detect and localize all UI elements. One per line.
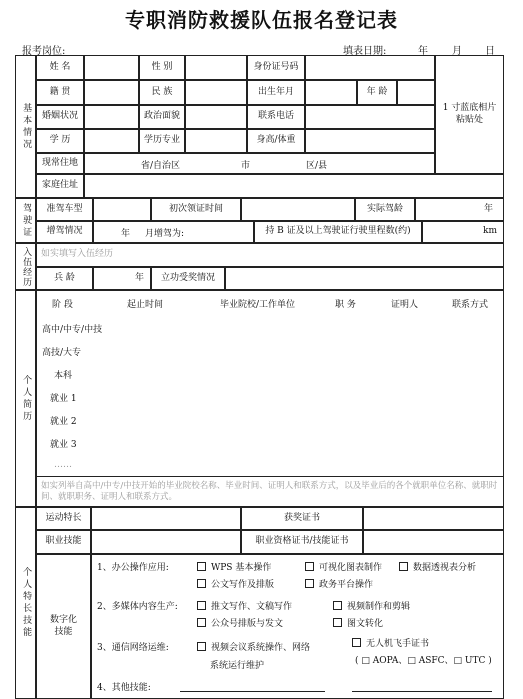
cat1-option-chart-label: 可视化图表制作 <box>319 563 383 573</box>
date-label: 填表日期: <box>343 46 387 57</box>
checkbox-icon <box>197 562 206 571</box>
cat1-option-doc-label: 公文写作及排版 <box>211 580 275 590</box>
cat1-option-doc[interactable] <box>197 577 274 590</box>
section-license: 驾驶证 <box>15 198 36 243</box>
digital-label-text: 数字化技能 <box>49 615 77 637</box>
label-phone: 联系电话 <box>247 105 305 129</box>
label-digital <box>36 554 91 699</box>
cat2-option-convert[interactable] <box>333 616 383 629</box>
label-residence: 现常住地 <box>36 153 84 174</box>
label-gender: 性 别 <box>139 55 185 80</box>
cat1-option-gov-label: 政务平台操作 <box>319 580 374 590</box>
label-service-years: 兵 龄 <box>36 267 93 290</box>
label-ethnicity: 民 族 <box>139 80 185 105</box>
resume-stage-highschool: 高中/中专/中技 <box>42 325 103 335</box>
added-month: 月增驾为: <box>145 229 185 239</box>
cat1-option-wps[interactable] <box>197 560 271 573</box>
field-gender[interactable] <box>185 55 247 80</box>
resume-header-contact: 联系方式 <box>452 300 489 310</box>
section-resume: 个人简历 <box>15 290 36 507</box>
cat2-option-video[interactable] <box>333 599 410 612</box>
cat1-option-pivot[interactable] <box>399 560 476 573</box>
enlist-hint[interactable]: 如实填写入伍经历 <box>36 243 504 267</box>
section-basic: 基本情况 <box>15 55 36 198</box>
form-title: 专职消防救援队伍报名登记表 <box>125 8 398 32</box>
label-added: 增驾情况 <box>36 221 93 243</box>
field-name[interactable] <box>84 55 139 80</box>
cat1-option-gov[interactable] <box>305 577 373 590</box>
label-awards-cert: 获奖证书 <box>241 507 363 530</box>
label-id-no: 身份证号码 <box>247 55 305 80</box>
checkbox-icon <box>333 618 342 627</box>
actual-years-unit: 年 <box>483 203 493 214</box>
label-actual-years: 实际驾龄 <box>355 198 415 221</box>
resume-header-period: 起止时间 <box>127 300 164 310</box>
resume-header-post: 职 务 <box>335 300 356 310</box>
field-residence[interactable] <box>84 153 435 174</box>
date-year: 年 <box>418 46 428 57</box>
field-sports[interactable] <box>91 507 241 530</box>
label-qual-cert: 职业资格证书/技能证书 <box>241 530 363 554</box>
cat3-option-network-cont: 系统运行维护 <box>210 661 265 671</box>
position-label: 报考岗位: <box>22 46 66 57</box>
field-qual-cert[interactable] <box>363 530 504 554</box>
resume-stage-job2: 就业 2 <box>50 417 77 427</box>
cat2-option-writing-label: 推文写作、文稿写作 <box>211 602 293 612</box>
cat3-option-network[interactable] <box>197 640 310 653</box>
cat1-label: 1、办公操作应用: <box>97 563 169 573</box>
field-awards[interactable] <box>225 267 504 290</box>
cat2-label: 2、多媒体内容生产: <box>97 602 178 612</box>
photo-area[interactable] <box>435 55 504 174</box>
checkbox-icon <box>352 638 361 647</box>
cat3-option-drone[interactable] <box>352 636 429 649</box>
cat3-label: 3、通信网络运维: <box>97 643 169 653</box>
resume-box <box>36 290 504 507</box>
cat1-option-pivot-label: 数据透视表分析 <box>413 563 477 573</box>
label-b-mileage: 持 B 证及以上驾驶证行驶里程数(约) <box>254 221 422 243</box>
cat2-option-convert-label: 图文转化 <box>347 619 384 629</box>
field-first-issue[interactable] <box>241 198 355 221</box>
cat2-option-video-label: 视频制作和剪辑 <box>347 602 411 612</box>
label-first-issue: 初次领证时间 <box>151 198 241 221</box>
field-age[interactable] <box>397 80 435 105</box>
cat4-underline-1[interactable] <box>180 691 325 692</box>
label-sports: 运动特长 <box>36 507 91 530</box>
checkbox-icon <box>399 562 408 571</box>
field-license-type[interactable] <box>93 198 151 221</box>
resume-stage-job1: 就业 1 <box>50 394 77 404</box>
field-height-weight[interactable] <box>305 129 435 153</box>
field-id-no[interactable] <box>305 55 435 80</box>
date-month: 月 <box>452 46 462 57</box>
field-political[interactable] <box>185 105 247 129</box>
checkbox-icon <box>197 642 206 651</box>
cat2-option-writing[interactable] <box>197 599 292 612</box>
field-education[interactable] <box>84 129 139 153</box>
resume-stage-job3: 就业 3 <box>50 440 77 450</box>
checkbox-icon <box>333 601 342 610</box>
field-actual-years[interactable] <box>415 198 504 221</box>
field-birth[interactable] <box>305 80 357 105</box>
label-license-type: 准驾车型 <box>36 198 93 221</box>
registration-form <box>15 55 504 699</box>
label-birth: 出生年月 <box>247 80 305 105</box>
field-vocational[interactable] <box>91 530 241 554</box>
field-family[interactable] <box>84 174 504 198</box>
digital-skills-box <box>91 554 504 699</box>
label-height-weight: 身高/体重 <box>247 129 305 153</box>
resume-header-reference: 证明人 <box>391 300 419 310</box>
cat2-option-wechat[interactable] <box>197 616 283 629</box>
section-skills: 个人特长技能 <box>15 507 36 699</box>
cat1-option-wps-label: WPS 基本操作 <box>211 563 272 573</box>
photo-label: 1 寸蓝底相片粘贴处 <box>442 103 497 125</box>
residence-province: 省/自治区 <box>141 161 181 171</box>
added-year: 年 <box>121 229 131 239</box>
field-b-mileage[interactable] <box>422 221 504 243</box>
cat4-label: 4、其他技能: <box>97 683 151 693</box>
label-major: 学历专业 <box>139 129 185 153</box>
cat3-option-network-label: 视频会议系统操作、网络 <box>211 643 311 653</box>
checkbox-icon <box>197 579 206 588</box>
field-service-years[interactable] <box>93 267 151 290</box>
cat3-drone-types[interactable]: ( □ AOPA、□ ASFC、□ UTC ) <box>355 656 492 666</box>
label-family: 家庭住址 <box>36 174 84 198</box>
label-marital: 婚姻状况 <box>36 105 84 129</box>
checkbox-icon <box>305 562 314 571</box>
cat2-option-wechat-label: 公众号排版与发文 <box>211 619 284 629</box>
field-marital[interactable] <box>84 105 139 129</box>
label-political: 政治面貌 <box>139 105 185 129</box>
resume-header-stage: 阶 段 <box>52 300 73 310</box>
resume-stage-bachelor: 本科 <box>54 371 73 381</box>
service-years-unit: 年 <box>134 272 144 283</box>
residence-district: 区/县 <box>306 161 328 171</box>
resume-note: 如实列举自高中/中专/中技开始的毕业院校名称、毕业时间、证明人和联系方式，以及毕业后的各个就职单位名称、就职时间、就职职务、证明人和联系方式。 <box>36 476 504 507</box>
checkbox-icon <box>197 601 206 610</box>
residence-city: 市 <box>241 161 251 171</box>
cat4-underline-2[interactable] <box>352 691 492 692</box>
resume-stage-more: …… <box>54 460 72 470</box>
cat3-option-drone-label: 无人机飞手证书 <box>366 639 430 649</box>
field-awards-cert[interactable] <box>363 507 504 530</box>
checkbox-icon <box>197 618 206 627</box>
section-enlist: 入伍经历 <box>15 243 36 290</box>
label-vocational: 职业技能 <box>36 530 91 554</box>
field-major[interactable] <box>185 129 247 153</box>
checkbox-icon <box>305 579 314 588</box>
label-education: 学 历 <box>36 129 84 153</box>
label-name: 姓 名 <box>36 55 84 80</box>
field-origin[interactable] <box>84 80 139 105</box>
mileage-unit: km <box>483 226 497 237</box>
resume-header-school: 毕业院校/工作单位 <box>220 300 296 310</box>
date-day: 日 <box>485 46 495 57</box>
label-awards: 立功受奖情况 <box>151 267 225 290</box>
field-phone[interactable] <box>305 105 435 129</box>
cat1-option-chart[interactable] <box>305 560 382 573</box>
label-origin: 籍 贯 <box>36 80 84 105</box>
resume-stage-college: 高技/大专 <box>42 348 82 358</box>
field-ethnicity[interactable] <box>185 80 247 105</box>
label-age: 年 龄 <box>357 80 397 105</box>
